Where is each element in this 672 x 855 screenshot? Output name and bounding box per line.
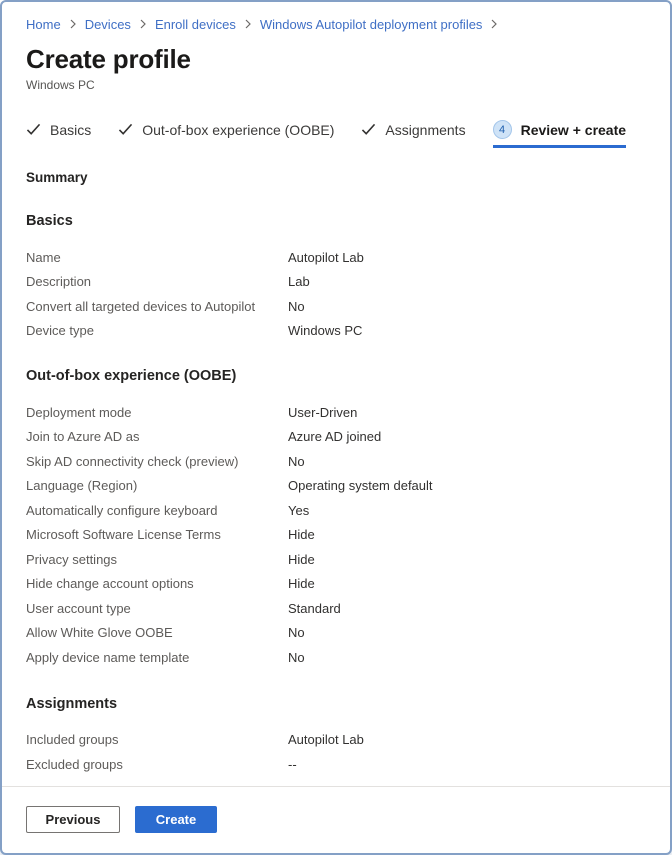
row-value: No xyxy=(288,625,305,641)
row-label: Apply device name template xyxy=(26,649,190,665)
row-label: Language (Region) xyxy=(26,478,138,494)
checkmark-icon xyxy=(118,123,133,136)
row-value: No xyxy=(288,649,305,665)
table-row xyxy=(26,547,646,572)
chevron-right-icon xyxy=(490,19,498,29)
row-label: Hide change account options xyxy=(26,576,194,592)
table-row xyxy=(26,245,646,270)
row-label: Automatically configure keyboard xyxy=(26,502,218,518)
row-value: Lab xyxy=(288,274,310,290)
section-heading-basics: Basics xyxy=(26,213,73,229)
table-row xyxy=(26,294,646,319)
previous-button[interactable]: Previous xyxy=(26,806,120,833)
chevron-right-icon xyxy=(69,19,77,29)
row-label: Deployment mode xyxy=(26,404,132,420)
breadcrumb-enroll-devices[interactable]: Enroll devices xyxy=(154,16,236,32)
table-row xyxy=(26,474,646,499)
tab-review-create[interactable] xyxy=(493,120,626,148)
row-label: Description xyxy=(26,274,92,290)
tab-assignments[interactable] xyxy=(361,120,465,148)
row-value: No xyxy=(288,298,305,314)
row-value: Yes xyxy=(288,502,310,518)
wizard-tabs xyxy=(26,120,646,148)
row-value: -- xyxy=(288,756,297,772)
row-label: Name xyxy=(26,249,61,265)
checkmark-icon xyxy=(361,123,376,136)
breadcrumb-home[interactable]: Home xyxy=(26,16,61,32)
row-label: Skip AD connectivity check (preview) xyxy=(26,453,239,469)
row-label: Join to Azure AD as xyxy=(26,429,140,445)
tab-label: Out-of-box experience (OOBE) xyxy=(142,121,335,138)
tab-basics[interactable] xyxy=(26,120,91,148)
page-title: Create profile xyxy=(26,44,191,74)
breadcrumb-devices[interactable]: Devices xyxy=(84,16,131,32)
assignments-rows xyxy=(26,728,646,777)
section-heading-oobe: Out-of-box experience (OOBE) xyxy=(26,368,237,384)
footer-actions xyxy=(2,806,670,833)
oobe-rows xyxy=(26,400,646,670)
chevron-right-icon xyxy=(244,19,252,29)
row-value: Windows PC xyxy=(288,323,363,339)
chevron-right-icon xyxy=(139,19,147,29)
row-label: Included groups xyxy=(26,732,119,748)
summary-heading: Summary xyxy=(26,170,88,185)
breadcrumb xyxy=(26,15,646,33)
row-value: Hide xyxy=(288,576,315,592)
table-row xyxy=(26,319,646,344)
page-subtitle: Windows PC xyxy=(26,78,95,92)
row-value: Hide xyxy=(288,551,315,567)
checkmark-icon xyxy=(26,123,41,136)
table-row xyxy=(26,425,646,450)
row-value: User-Driven xyxy=(288,404,358,420)
row-value: Operating system default xyxy=(288,478,433,494)
row-label: Allow White Glove OOBE xyxy=(26,625,173,641)
tab-label: Assignments xyxy=(385,121,466,138)
tab-oobe[interactable] xyxy=(118,120,334,148)
row-value: No xyxy=(288,453,305,469)
row-label: Privacy settings xyxy=(26,551,118,567)
table-row xyxy=(26,572,646,597)
row-label: Convert all targeted devices to Autopilot xyxy=(26,298,256,314)
step-number-badge: 4 xyxy=(493,120,512,139)
table-row xyxy=(26,270,646,295)
table-row xyxy=(26,498,646,523)
breadcrumb-autopilot-profiles[interactable]: Windows Autopilot deployment profiles xyxy=(259,16,483,32)
table-row xyxy=(26,596,646,621)
table-row xyxy=(26,621,646,646)
row-label: Device type xyxy=(26,323,94,339)
row-value: Autopilot Lab xyxy=(288,732,364,748)
footer-divider xyxy=(2,786,670,787)
row-value: Autopilot Lab xyxy=(288,249,364,265)
row-label: User account type xyxy=(26,600,131,616)
section-heading-assignments: Assignments xyxy=(26,695,118,712)
tab-label: Review + create xyxy=(520,121,627,138)
table-row xyxy=(26,449,646,474)
table-row xyxy=(26,752,646,777)
row-label: Microsoft Software License Terms xyxy=(26,527,221,543)
basics-rows xyxy=(26,245,646,343)
row-value: Azure AD joined xyxy=(288,429,382,445)
tab-label: Basics xyxy=(50,121,92,138)
create-button[interactable]: Create xyxy=(135,806,217,833)
row-label: Excluded groups xyxy=(26,756,123,772)
row-value: Standard xyxy=(288,600,341,616)
table-row xyxy=(26,728,646,753)
table-row xyxy=(26,400,646,425)
table-row xyxy=(26,523,646,548)
row-value: Hide xyxy=(288,527,315,543)
table-row xyxy=(26,645,646,670)
